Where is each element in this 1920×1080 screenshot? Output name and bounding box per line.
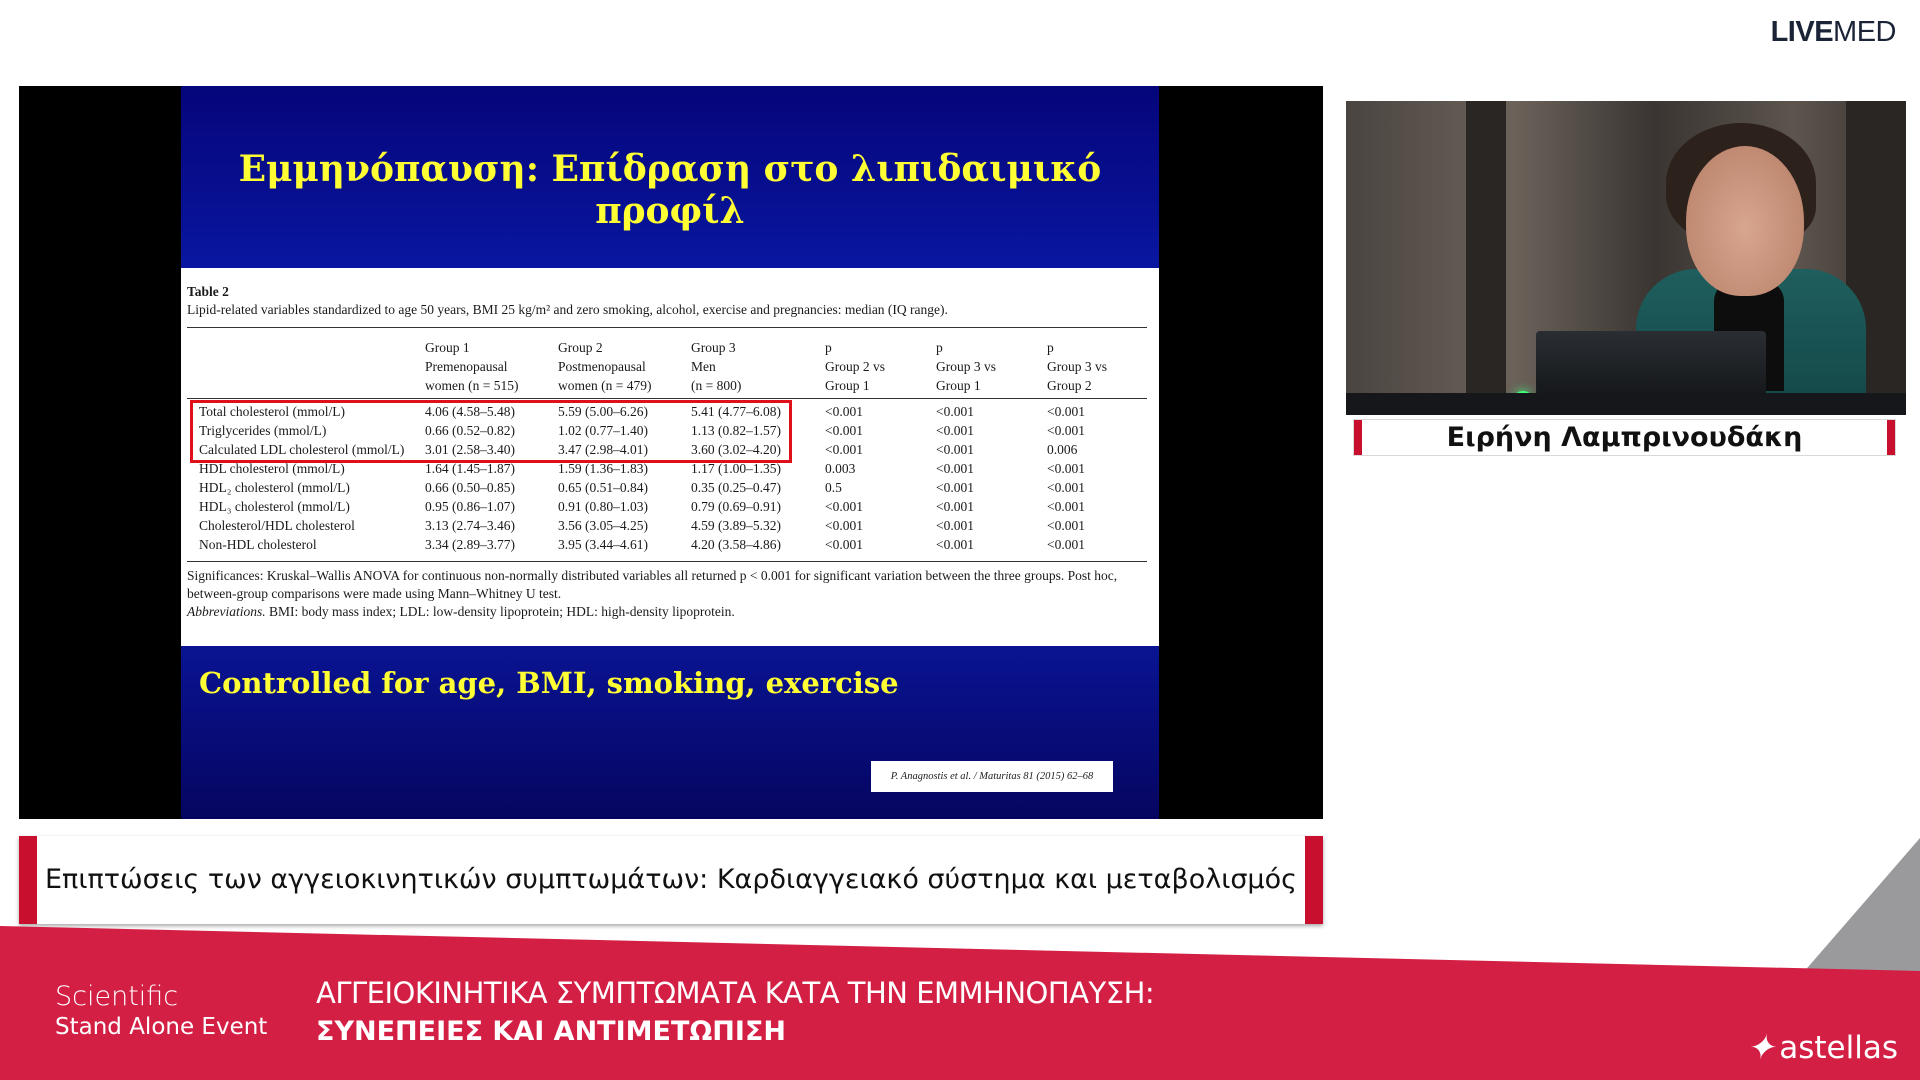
table-cell: <0.001 [1047, 518, 1085, 533]
table-cell: 0.006 [1047, 442, 1078, 457]
table-column-header: Group 2 Postmenopausal women (n = 479) [558, 340, 652, 393]
table-column-header: p Group 3 vs Group 1 [936, 340, 996, 393]
slide-table [181, 268, 1159, 646]
video-curtain [1466, 101, 1506, 415]
table-cell: <0.001 [936, 499, 974, 514]
table-cell: 1.13 (0.82–1.57) [691, 423, 781, 438]
table-cell: 0.35 (0.25–0.47) [691, 480, 781, 495]
table-cell: 4.20 (3.58–4.86) [691, 537, 781, 552]
table-cell: <0.001 [825, 499, 863, 514]
table-cell: 0.66 (0.52–0.82) [425, 423, 515, 438]
table-column-header: Group 3 Men (n = 800) [691, 340, 742, 393]
slide-subtitle: Controlled for age, BMI, smoking, exercise [199, 666, 899, 700]
table-cell: <0.001 [825, 404, 863, 419]
table-column-header: Group 1 Premenopausal women (n = 515) [425, 340, 519, 393]
table-cell: <0.001 [1047, 423, 1085, 438]
table-cell: <0.001 [936, 480, 974, 495]
table-row [181, 537, 1159, 556]
table-cell: 3.13 (2.74–3.46) [425, 518, 515, 533]
sponsor-logo: ✦ astellas [1743, 1028, 1898, 1068]
livemed-logo: LIVEMED [1770, 16, 1896, 48]
table-cell: <0.001 [936, 537, 974, 552]
presentation-slide [181, 86, 1159, 819]
table-cell: <0.001 [1047, 499, 1085, 514]
table-row [181, 499, 1159, 518]
table-cell: <0.001 [825, 423, 863, 438]
table-caption: Lipid-related variables standardized to age 50 years, BMI 25 kg/m² and zero smoking, alcohol, exercise and pregnancies: median (IQ range). [187, 302, 948, 317]
table-rule-top [187, 327, 1147, 328]
table-cell: <0.001 [825, 537, 863, 552]
table-cell: <0.001 [825, 442, 863, 457]
table-cell: <0.001 [1047, 537, 1085, 552]
sponsor-star-icon: ✦ [1743, 1028, 1783, 1068]
table-cell: <0.001 [936, 423, 974, 438]
table-cell: 0.95 (0.86–1.07) [425, 499, 515, 514]
table-row-label: HDL cholesterol (mmol/L) [199, 461, 345, 476]
table-cell: 0.79 (0.69–0.91) [691, 499, 781, 514]
table-cell: <0.001 [1047, 404, 1085, 419]
presentation-frame [19, 86, 1323, 819]
table-cell: <0.001 [1047, 461, 1085, 476]
table-cell: <0.001 [936, 404, 974, 419]
table-cell: 4.06 (4.58–5.48) [425, 404, 515, 419]
table-row-label: Non-HDL cholesterol [199, 537, 317, 552]
table-cell: 0.66 (0.50–0.85) [425, 480, 515, 495]
slide-reference: P. Anagnostis et al. / Maturitas 81 (2015) 62–68 [871, 761, 1113, 792]
table-label: Table 2 [187, 284, 229, 299]
slide-title: Εμμηνόπαυση: Επίδραση στο λιπιδαιμικό προφίλ [238, 148, 1102, 232]
table-cell: 0.003 [825, 461, 856, 476]
speaker-video [1346, 101, 1906, 415]
table-row-label: HDL₃ cholesterol (mmol/L) [199, 499, 350, 514]
table-row-label: Triglycerides (mmol/L) [199, 423, 327, 438]
table-cell: <0.001 [936, 442, 974, 457]
table-cell: 3.56 (3.05–4.25) [558, 518, 648, 533]
table-row [181, 480, 1159, 499]
table-row-label: Total cholesterol (mmol/L) [199, 404, 346, 419]
table-cell: 5.41 (4.77–6.08) [691, 404, 781, 419]
table-cell: 0.5 [825, 480, 842, 495]
table-column-header: p Group 2 vs Group 1 [825, 340, 885, 393]
table-cell: 3.47 (2.98–4.01) [558, 442, 648, 457]
table-cell: 1.64 (1.45–1.87) [425, 461, 515, 476]
table-cell: <0.001 [825, 518, 863, 533]
table-row-label: HDL₂ cholesterol (mmol/L) [199, 480, 350, 495]
table-rule-bottom [187, 561, 1147, 562]
speaker-name-label: Ειρήνη Λαμπρινουδάκη [1354, 420, 1895, 455]
table-cell: 3.95 (3.44–4.61) [558, 537, 648, 552]
table-cell: 1.02 (0.77–1.40) [558, 423, 648, 438]
table-cell: 1.17 (1.00–1.35) [691, 461, 781, 476]
table-cell: 1.59 (1.36–1.83) [558, 461, 648, 476]
table-cell: 3.34 (2.89–3.77) [425, 537, 515, 552]
table-cell: 0.65 (0.51–0.84) [558, 480, 648, 495]
table-cell: 3.01 (2.58–3.40) [425, 442, 515, 457]
table-footnote-2: between-group comparisons were made using Mann–Whitney U test. [187, 586, 562, 601]
table-cell: 5.59 (5.00–6.26) [558, 404, 648, 419]
table-cell: <0.001 [1047, 480, 1085, 495]
event-type-line2: Stand Alone Event [55, 1014, 268, 1040]
table-cell: <0.001 [936, 461, 974, 476]
table-rule-mid [187, 398, 1147, 399]
table-cell: 3.60 (3.02–4.20) [691, 442, 781, 457]
table-row-label: Cholesterol/HDL cholesterol [199, 518, 355, 533]
speaker-face [1686, 146, 1804, 296]
podium-desk [1346, 393, 1906, 415]
table-cell: 0.91 (0.80–1.03) [558, 499, 648, 514]
table-row [181, 461, 1159, 480]
table-row-label: Calculated LDL cholesterol (mmol/L) [199, 442, 405, 457]
table-cell: 4.59 (3.89–5.32) [691, 518, 781, 533]
event-type-line1: Scientific [55, 981, 179, 1012]
event-title-line2: ΣΥΝΕΠΕΙΕΣ ΚΑΙ ΑΝΤΙΜΕΤΩΠΙΣΗ [316, 1016, 786, 1047]
table-footnote-1: Significances: Kruskal–Wallis ANOVA for continuous non-normally distributed variables all returned p < 0.001 for significant variation between the three groups. Post hoc, [187, 568, 1118, 583]
highlight-box [190, 400, 792, 463]
table-column-header: p Group 3 vs Group 2 [1047, 340, 1107, 393]
table-row [181, 518, 1159, 537]
lecture-topic: Επιπτώσεις των αγγειοκινητικών συμπτωμάτων: Καρδιαγγειακό σύστημα και μεταβολισμός [19, 836, 1323, 924]
table-footnote-3: Abbreviations. BMI: body mass index; LDL: low-density lipoprotein; HDL: high-density lipoprotein. [187, 604, 735, 619]
table-cell: <0.001 [936, 518, 974, 533]
event-title-line1: ΑΓΓΕΙΟΚΙΝΗΤΙΚΑ ΣΥΜΠΤΩΜΑΤΑ ΚΑΤΑ ΤΗΝ ΕΜΜΗΝΟΠΑΥΣΗ: [316, 976, 1155, 1010]
